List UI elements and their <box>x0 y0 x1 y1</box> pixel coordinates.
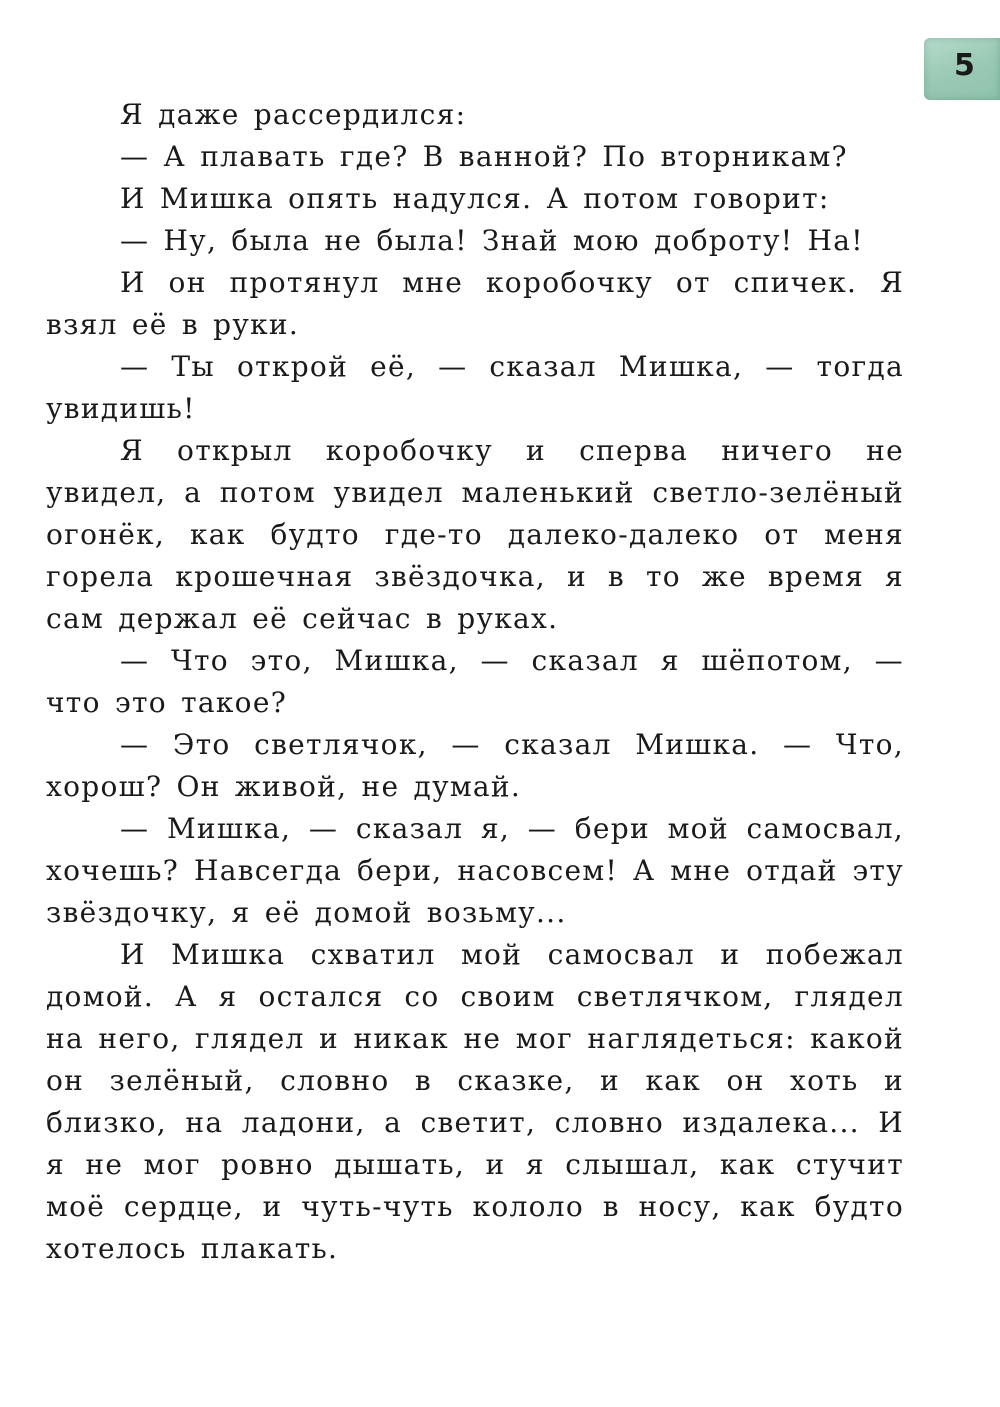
paragraph-6: — Ты открой её, — сказал Мишка, — тогда увидишь! <box>46 350 904 425</box>
paragraph-5: И он протянул мне коробочку от спичек. Я взял её в руки. <box>46 266 904 341</box>
paragraph-1: Я даже рассердился: <box>120 98 467 131</box>
page-number-tab <box>924 38 1000 100</box>
paragraph-9: — Это светлячок, — сказал Мишка. — Что, хорош? Он живой, не думай. <box>46 728 904 803</box>
page-number: 5 <box>954 48 975 83</box>
paragraph-3: И Мишка опять надулся. А потом говорит: <box>120 182 830 215</box>
paragraph-10: — Мишка, — сказал я, — бери мой самосвал, хочешь? Навсегда бери, насовсем! А мне отдай эту звёздочку, я её домой возьму... <box>46 812 904 929</box>
paragraph-8: — Что это, Мишка, — сказал я шёпотом, — что это такое? <box>46 644 904 719</box>
paragraph-2: — А плавать где? В ванной? По вторникам? <box>120 140 848 173</box>
story-text <box>46 94 904 1270</box>
paragraph-7: Я открыл коробочку и сперва ничего не увидел, а потом увидел маленький светло-зелёный огонёк, как будто где-то далеко-далеко от меня горела крошечная звёздочка, и в то же время я сам держал её сейчас в руках. <box>46 434 904 635</box>
paragraph-4: — Ну, была не была! Знай мою доброту! На! <box>120 224 864 257</box>
paragraph-11: И Мишка схватил мой самосвал и побежал домой. А я остался со своим светлячком, глядел на него, глядел и никак не мог наглядеться: какой он зелёный, словно в сказке, и как он хоть и близко, на ладони, а светит, словно издалека... И я не мог ровно дышать, и я слышал, как стучит моё сердце, и чуть-чуть кололо в носу, как будто хотелось плакать. <box>46 938 904 1265</box>
